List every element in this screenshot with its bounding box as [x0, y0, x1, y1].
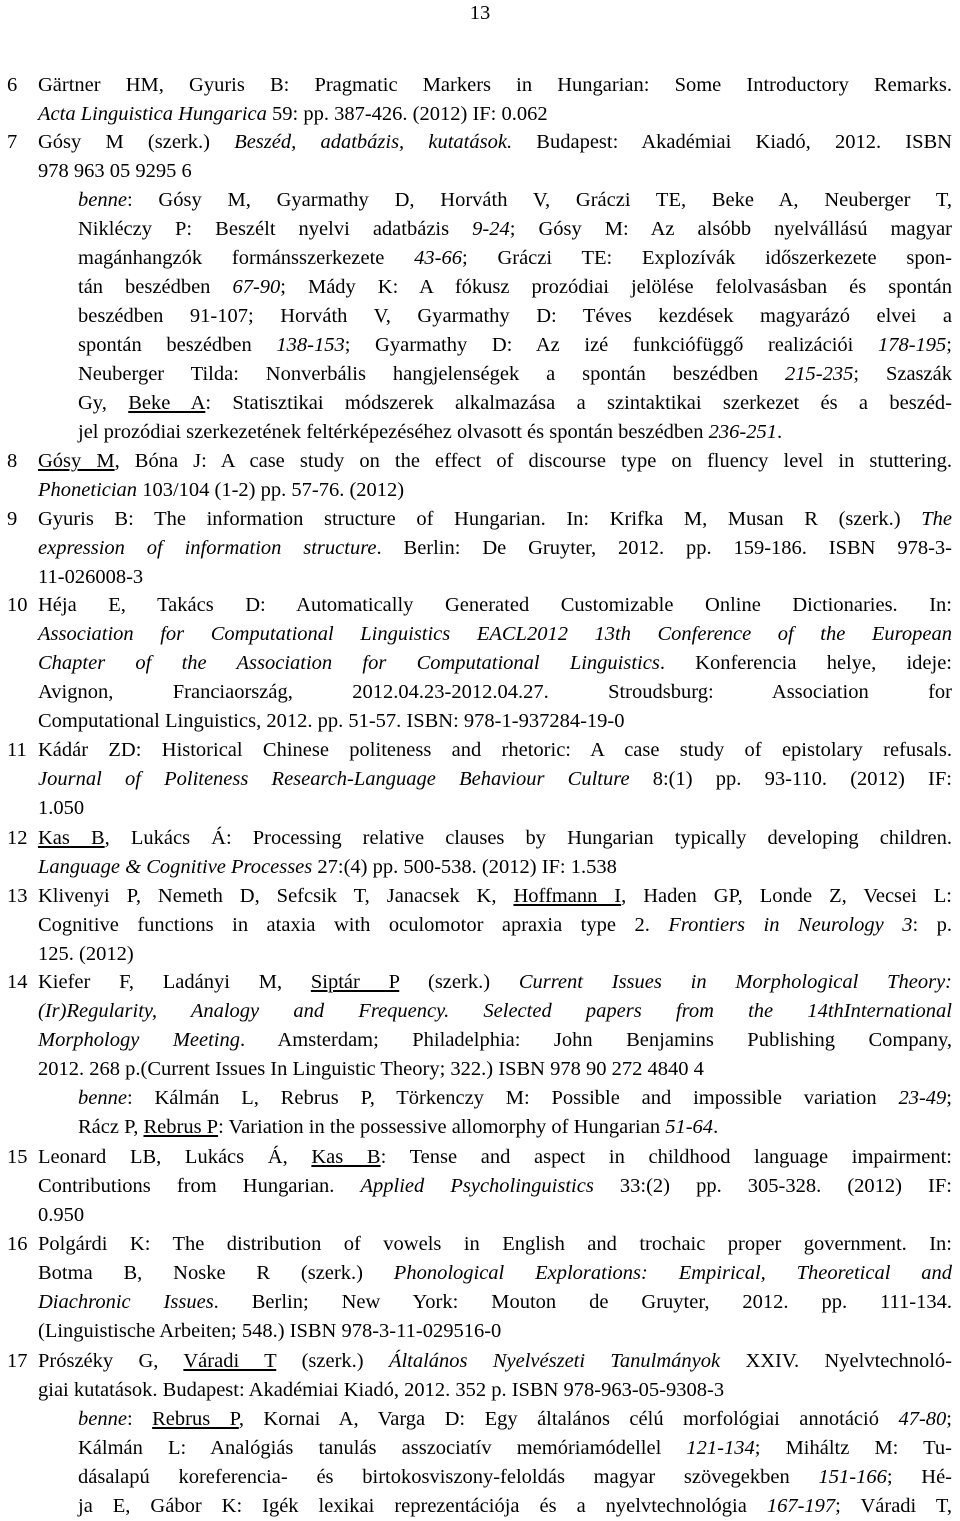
italic-text: Journal of Politeness Research-Language Behaviour Culture [38, 768, 630, 790]
text-run: Gy, [78, 392, 129, 414]
text-run: Gärtner HM, Gyuris B: Pragmatic Markers in Hungarian: Some Introductory Remarks. [38, 74, 952, 96]
entry-line [38, 968, 952, 997]
italic-text: 121-134 [686, 1437, 755, 1459]
entry-line [38, 1347, 952, 1376]
entry-number: 8 [7, 450, 18, 472]
text-run: ; Gráczi TE: Explozívák időszerkezete spon- [461, 247, 952, 269]
entry-line [38, 736, 952, 765]
entry-subline [78, 418, 952, 447]
italic-text: 236-251 [708, 421, 777, 443]
underlined-author: Rebrus P [143, 1116, 219, 1138]
text-run: (szerk.) [276, 1350, 389, 1372]
text-run: Avignon, Franciaország, 2012.04.23-2012.04.27. Stroudsburg: Association for [38, 681, 952, 703]
italic-text: Phonetician [38, 479, 138, 501]
text-run: 8:(1) pp. 93-110. (2012) IF: [629, 768, 952, 790]
text-run: Computational Linguistics, 2012. pp. 51-57. ISBN: 978-1-937284-19-0 [38, 710, 625, 732]
entry-line [38, 71, 952, 100]
italic-text: Chapter of the Association for Computational Linguistics [38, 652, 660, 674]
underlined-author: Hoffmann I [513, 885, 622, 907]
text-run: , Haden GP, Londe Z, Vecsei L: [621, 885, 953, 907]
entry-subline [78, 1463, 952, 1492]
entry-line [38, 707, 952, 736]
entry-subline [78, 1434, 952, 1463]
text-run: : Statisztikai módszerek alkalmazása a szintaktikai szerkezet és a beszéd- [205, 392, 952, 414]
text-run: Polgárdi K: The distribution of vowels in English and trochaic proper government. In: [38, 1233, 952, 1255]
italic-text: 23-49 [898, 1087, 947, 1109]
entry-subline [78, 1405, 952, 1434]
entry-number: 12 [7, 827, 28, 849]
italic-text: 43-66 [414, 247, 462, 269]
entry-subline [78, 302, 952, 331]
text-run: ; [946, 1408, 952, 1430]
entry-line [38, 882, 952, 911]
italic-text: 151-166 [818, 1466, 887, 1488]
text-run: ja E, Gábor K: Igék lexikai reprezentációja és a nyelvtechnológia [78, 1495, 767, 1517]
entry-number: 15 [7, 1146, 28, 1168]
text-run: 103/104 (1-2) pp. 57-76. (2012) [137, 479, 405, 501]
entry-number: 7 [7, 131, 18, 153]
text-run: (Linguistische Arbeiten; 548.) ISBN 978-3-11-029516-0 [38, 1320, 502, 1342]
entry-number: 13 [7, 885, 28, 907]
entry-line [38, 620, 952, 649]
text-run: 33:(2) pp. 305-328. (2012) IF: [593, 1175, 952, 1197]
text-run: : Gósy M, Gyarmathy D, Horváth V, Gráczi TE, Beke A, Neuberger T, [126, 189, 952, 211]
entry-line [38, 911, 952, 940]
italic-text: Morphology Meeting [38, 1029, 240, 1051]
text-run: ; Szaszák [853, 363, 952, 385]
entry-line [38, 100, 952, 129]
text-run: (szerk.) [399, 971, 519, 993]
text-run: giai kutatások. Budapest: Akadémiai Kiadó, 2012. 352 p. ISBN 978-963-05-9308-3 [38, 1379, 725, 1401]
italic-text: Applied Psycholinguistics [360, 1175, 594, 1197]
entry-line [38, 1026, 952, 1055]
entry-line [38, 1376, 952, 1405]
text-run: . Amsterdam; Philadelphia: John Benjamins Publishing Company, [240, 1029, 953, 1051]
text-run: Neuberger Tilda: Nonverbális hangjelenségek a spontán beszédben [78, 363, 786, 385]
italic-text: Current Issues in Morphological Theory: [518, 971, 953, 993]
underlined-author: Siptár P [310, 971, 400, 993]
text-run: Gyuris B: The information structure of Hungarian. In: Krifka M, Musan R (szerk.) [38, 508, 922, 530]
text-run: : Tense and aspect in childhood language impairment: [380, 1146, 952, 1168]
text-run: 0.950 [38, 1204, 85, 1226]
entry-number: 10 [7, 594, 28, 616]
text-run: ; Gyarmathy D: Az izé funkciófüggő realizációi [344, 334, 878, 356]
italic-text: expression of information structure [38, 537, 377, 559]
italic-text: Language & Cognitive Processes [38, 856, 313, 878]
italic-text: 9-24 [472, 218, 510, 240]
text-run: : Kálmán L, Rebrus P, Törkenczy M: Possible and impossible variation [126, 1087, 899, 1109]
italic-text: Acta Linguistica Hungarica [38, 103, 267, 125]
entry-number: 6 [7, 74, 18, 96]
italic-text: Diachronic Issues [38, 1291, 214, 1313]
entry-line [38, 678, 952, 707]
italic-text: (Ir)Regularity, Analogy and Frequency. Selected papers from the 14thInternational [38, 1000, 952, 1022]
underlined-author: Kas B [38, 827, 105, 849]
entry-line [38, 1259, 952, 1288]
entry-line [38, 853, 952, 882]
italic-text: 178-195 [877, 334, 947, 356]
text-run: Gósy M (szerk.) [38, 131, 235, 153]
entry-subline [78, 331, 952, 360]
entry-line [38, 505, 952, 534]
text-run: Botma B, Noske R (szerk.) [38, 1262, 394, 1284]
text-run: . Konferencia helye, ideje: [659, 652, 952, 674]
entry-line [38, 128, 952, 157]
text-run: . Berlin; New York: Mouton de Gruyter, 2012. pp. 111-134. [213, 1291, 952, 1313]
italic-text: Association for Computational Linguistics EACL2012 13th Conference of the European [38, 623, 952, 645]
text-run: ; [946, 1087, 952, 1109]
text-run: , Kornai A, Varga D: Egy általános célú morfológiai annotáció [238, 1408, 899, 1430]
text-run: Leonard LB, Lukács Á, [38, 1146, 312, 1168]
text-run: spontán beszédben [78, 334, 277, 356]
text-run: . Berlin: De Gruyter, 2012. pp. 159-186. ISBN 978-3- [376, 537, 952, 559]
italic-text: benne [78, 1408, 127, 1430]
entry-line [38, 591, 952, 620]
text-run: Kiefer F, Ladányi M, [38, 971, 311, 993]
underlined-author: Gósy M [38, 450, 115, 472]
text-run: 59: pp. 387-426. (2012) IF: 0.062 [266, 103, 548, 125]
text-run: 27:(4) pp. 500-538. (2012) IF: 1.538 [312, 856, 617, 878]
text-run: Nikléczy P: Beszélt nyelvi adatbázis [78, 218, 473, 240]
entry-number: 14 [7, 971, 28, 993]
text-run: 1.050 [38, 797, 85, 819]
entry-line [38, 157, 952, 186]
underlined-author: Váradi T [183, 1350, 277, 1372]
text-run: Kádár ZD: Historical Chinese politeness and rhetoric: A case study of epistolary refusals. [38, 739, 952, 761]
entry-subline [78, 1084, 952, 1113]
entry-line [38, 534, 952, 563]
entry-number: 9 [7, 508, 18, 530]
italic-text: 215-235 [785, 363, 854, 385]
italic-text: 138-153 [276, 334, 345, 356]
text-run: tán beszédben [78, 276, 233, 298]
text-run: Cognitive functions in ataxia with oculomotor apraxia type 2. [38, 914, 669, 936]
text-run: Rácz P, [78, 1116, 144, 1138]
text-run: Contributions from Hungarian. [38, 1175, 361, 1197]
italic-text: 167-197 [766, 1495, 836, 1517]
text-run: ; Gósy M: Az alsóbb nyelvállású magyar [509, 218, 952, 240]
text-run: 125. (2012) [38, 943, 134, 965]
entry-number: 17 [7, 1350, 28, 1372]
page-number: 13 [469, 2, 491, 24]
entry-line [38, 447, 952, 476]
entry-line [38, 1055, 952, 1084]
entry-line [38, 940, 952, 969]
entry-subline [78, 389, 952, 418]
entry-line [38, 765, 952, 794]
underlined-author: Rebrus P [152, 1408, 239, 1430]
entry-subline [78, 1113, 952, 1142]
text-run: Héja E, Takács D: Automatically Generated Customizable Online Dictionaries. In: [38, 594, 952, 616]
entry-line [38, 649, 952, 678]
entry-subline [78, 273, 952, 302]
text-run: , Lukács Á: Processing relative clauses by Hungarian typically developing children. [104, 827, 952, 849]
italic-text: benne [78, 1087, 127, 1109]
entry-line [38, 997, 952, 1026]
italic-text: Beszéd, adatbázis, kutatások. [234, 131, 513, 153]
text-run: . [776, 421, 783, 443]
italic-text: Általános Nyelvészeti Tanulmányok [388, 1350, 721, 1372]
text-run: ; Hé- [886, 1466, 952, 1488]
text-run: ; Váradi T, [835, 1495, 952, 1517]
entry-number: 16 [7, 1233, 28, 1255]
italic-text: 47-80 [898, 1408, 947, 1430]
italic-text: 51-64 [665, 1116, 714, 1138]
text-run: ; Mády K: A fókusz prozódiai jelölése felolvasásban és spontán [280, 276, 952, 298]
entry-line [38, 1317, 952, 1346]
text-run: Budapest: Akadémiai Kiadó, 2012. ISBN [512, 131, 952, 153]
entry-line [38, 1230, 952, 1259]
text-run: dásalapú koreferencia- és birtokosviszony-feloldás magyar szövegekben [78, 1466, 819, 1488]
entry-line [38, 794, 952, 823]
text-run: Klivenyi P, Nemeth D, Sefcsik T, Janacsek K, [38, 885, 514, 907]
text-run: Kálmán L: Analógiás tanulás asszociatív memóriamódellel [78, 1437, 687, 1459]
text-run: beszédben 91-107; Horváth V, Gyarmathy D: Téves kezdések magyarázó elvei a [78, 305, 952, 327]
italic-text: 67-90 [232, 276, 281, 298]
text-run: 978 963 05 9295 6 [38, 160, 192, 182]
entry-subline [78, 1492, 952, 1521]
text-run: magánhangzók formánsszerkezete [78, 247, 415, 269]
entry-line [38, 1288, 952, 1317]
underlined-author: Beke A [128, 392, 206, 414]
italic-text: Frontiers in Neurology 3 [668, 914, 913, 936]
entry-line [38, 824, 952, 853]
entry-line [38, 1143, 952, 1172]
entry-subline [78, 244, 952, 273]
text-run: 11-026008-3 [38, 566, 144, 588]
text-run: ; Miháltz M: Tu- [754, 1437, 952, 1459]
text-run: jel prozódiai szerkezetének feltérképezéséhez olvasott és spontán beszédben [78, 421, 709, 443]
entry-subline [78, 215, 952, 244]
text-run: 2012. 268 p.(Current Issues In Linguistic Theory; 322.) ISBN 978 90 272 4840 4 [38, 1058, 704, 1080]
text-run: Prószéky G, [38, 1350, 184, 1372]
text-run: , Bóna J: A case study on the effect of discourse type on fluency level in stuttering. [114, 450, 952, 472]
text-run: : Variation in the possessive allomorphy of Hungarian [218, 1116, 666, 1138]
entry-subline [78, 186, 952, 215]
entry-line [38, 476, 952, 505]
text-run: : p. [912, 914, 953, 936]
text-run: XXIV. Nyelvtechnoló- [720, 1350, 953, 1372]
underlined-author: Kas B [311, 1146, 381, 1168]
entry-line [38, 1172, 952, 1201]
text-run: . [713, 1116, 719, 1138]
italic-text: The [921, 508, 952, 530]
text-run: ; [946, 334, 952, 356]
entry-subline [78, 360, 952, 389]
italic-text: Phonological Explorations: Empirical, Theoretical and [393, 1262, 952, 1284]
text-run: : [126, 1408, 153, 1430]
entry-number: 11 [7, 739, 27, 761]
italic-text: benne [78, 189, 127, 211]
entry-line [38, 1201, 952, 1230]
entry-line [38, 563, 952, 592]
